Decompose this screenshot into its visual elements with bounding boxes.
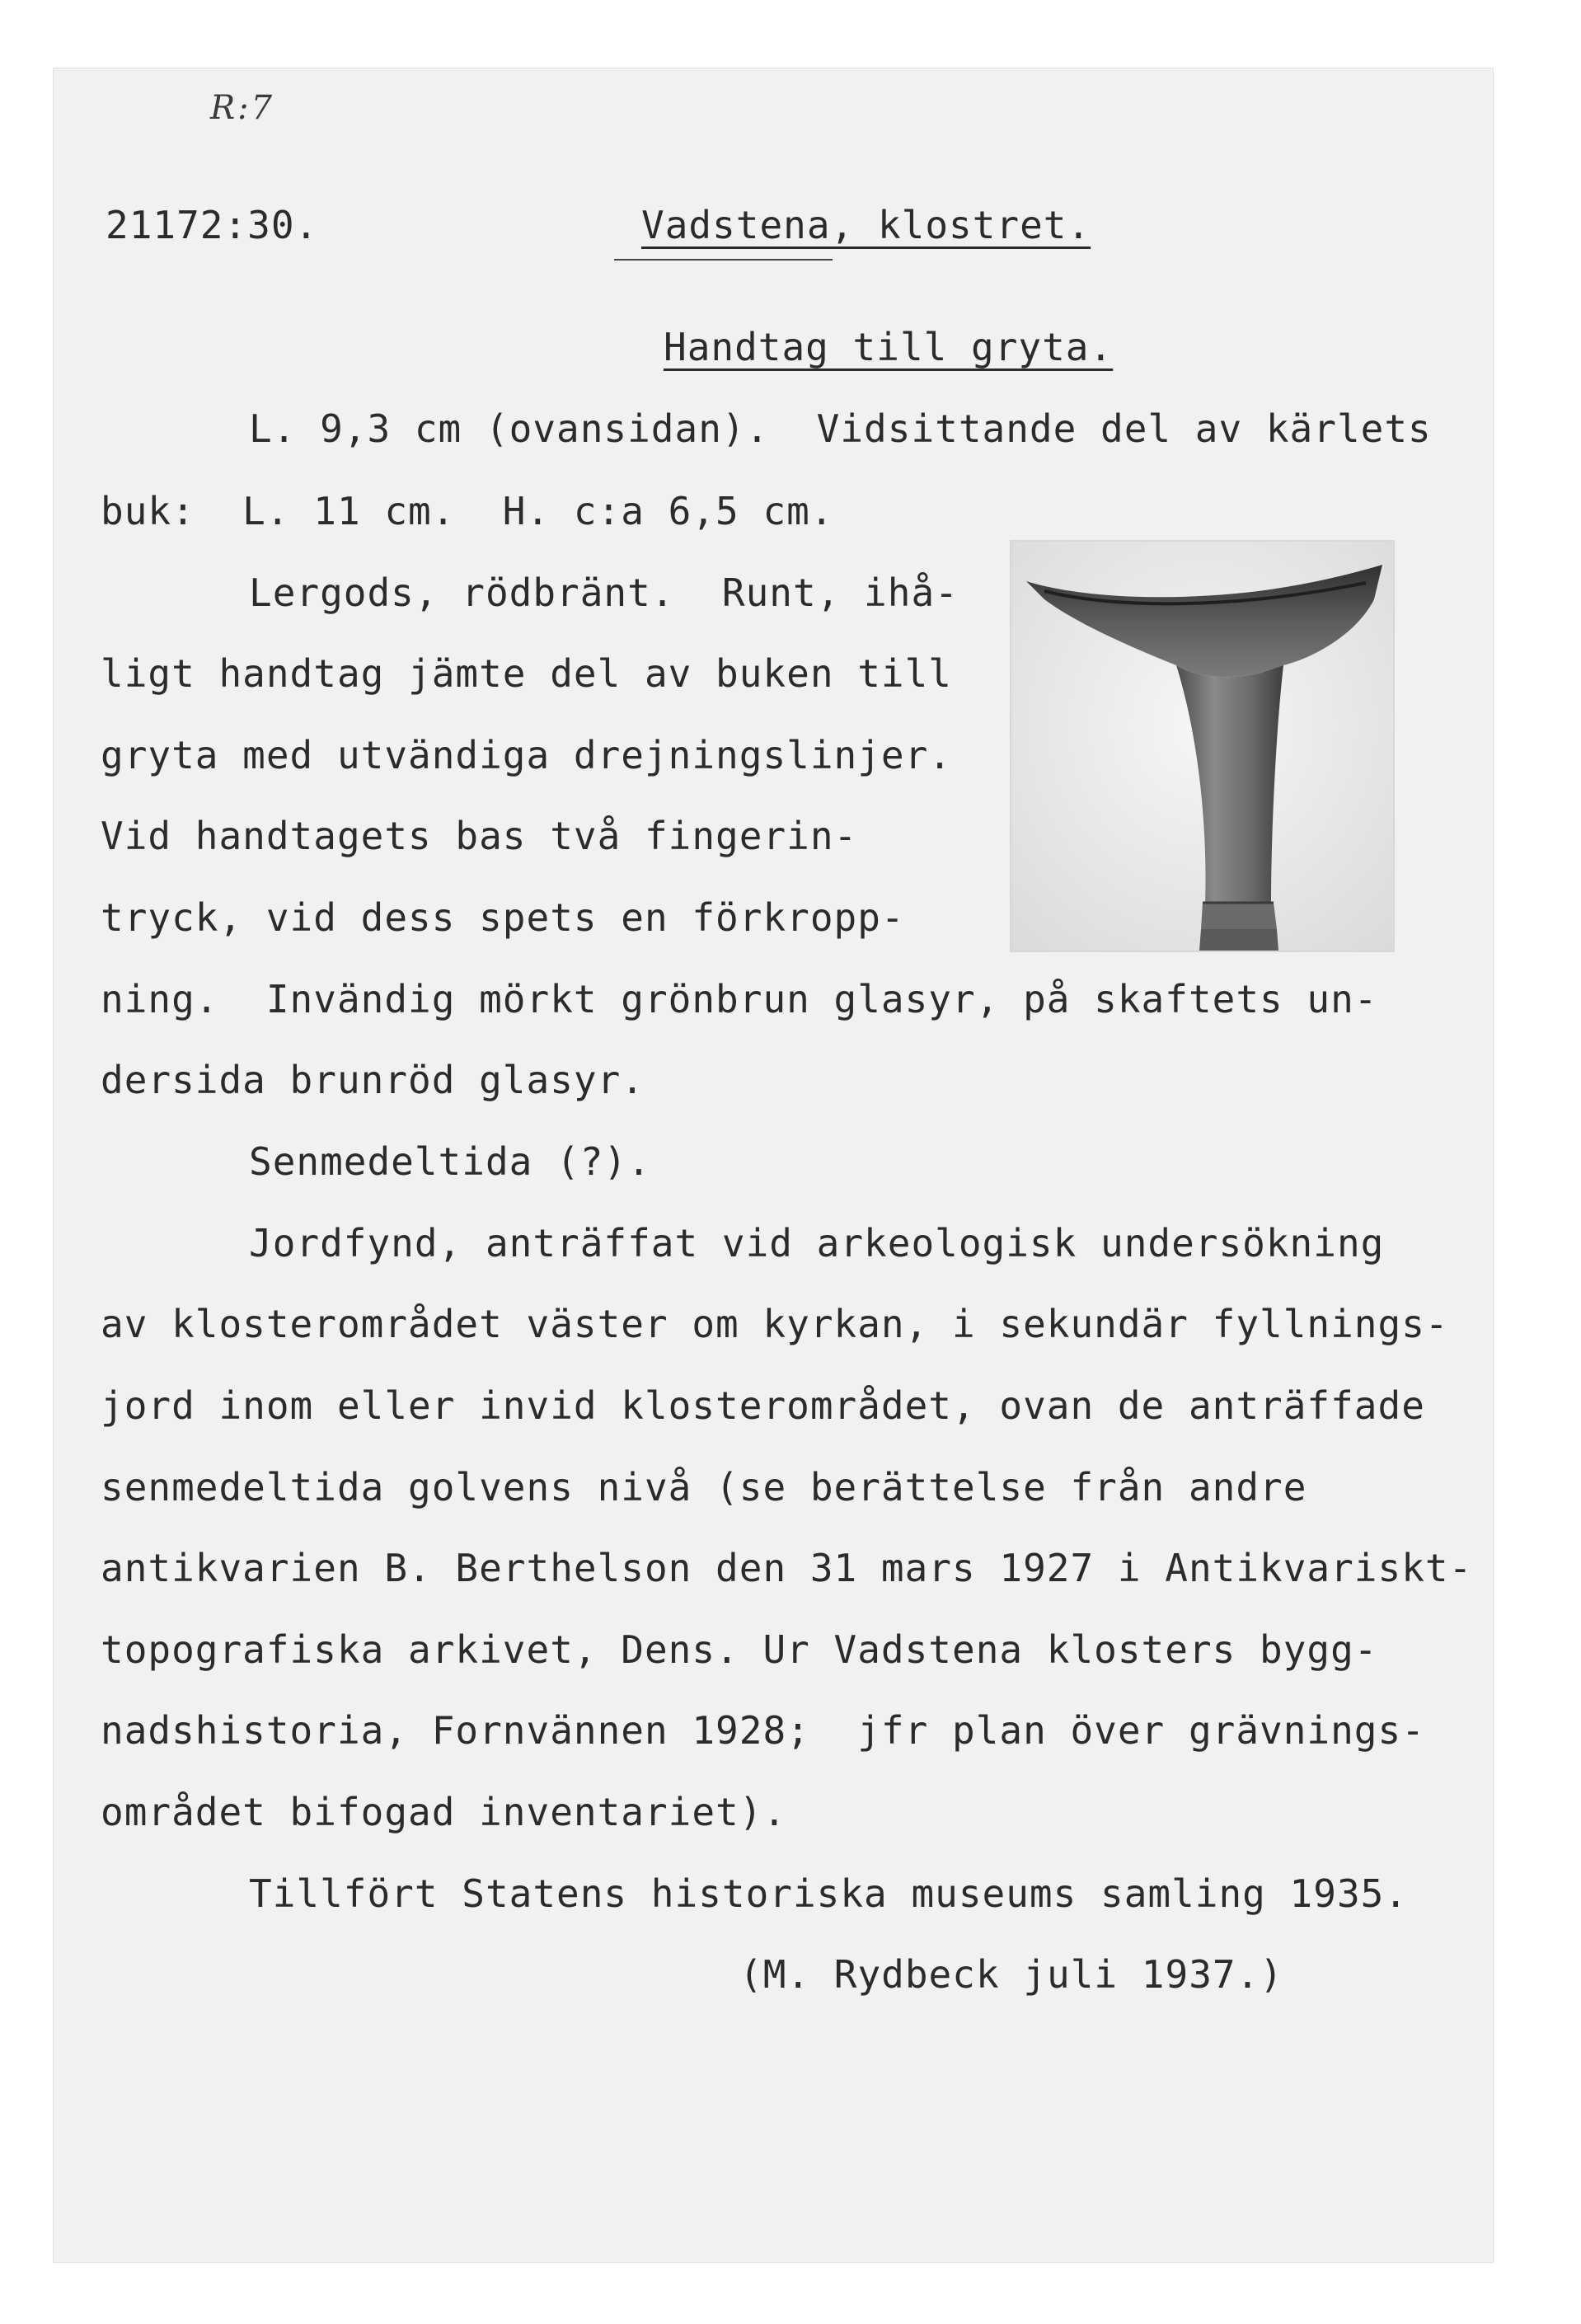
text-line-17: nadshistoria, Fornvännen 1928; jfr plan över grävnings- bbox=[101, 1708, 1425, 1753]
text-line-15: antikvarien B. Berthelson den 31 mars 1927 i Antikvariskt- bbox=[101, 1546, 1473, 1590]
text-line-4: ligt handtag jämte del av buken till bbox=[101, 651, 952, 696]
text-line-6: Vid handtagets bas två fingerin- bbox=[101, 814, 858, 858]
text-line-2: buk: L. 11 cm. H. c:a 6,5 cm. bbox=[101, 489, 834, 533]
text-line-3: Lergods, rödbränt. Runt, ihå- bbox=[249, 570, 959, 615]
text-line-18: området bifogad inventariet). bbox=[101, 1790, 787, 1834]
text-line-11: Jordfynd, anträffat vid arkeologisk undersökning bbox=[249, 1221, 1385, 1265]
text-line-1: L. 9,3 cm (ovansidan). Vidsittande del av kärlets bbox=[249, 406, 1432, 451]
text-line-7: tryck, vid dess spets en förkropp- bbox=[101, 895, 905, 940]
object-title: Handtag till gryta. bbox=[664, 325, 1114, 369]
text-line-13: jord inom eller invid klosterområdet, ovan de anträffade bbox=[101, 1383, 1425, 1428]
ceramic-handle-photo bbox=[1010, 540, 1395, 952]
text-line-12: av klosterområdet väster om kyrkan, i sekundär fyllnings- bbox=[101, 1302, 1449, 1346]
inventory-number: 21172:30. bbox=[106, 203, 319, 247]
text-line-8: ning. Invändig mörkt grönbrun glasyr, på skaftets un- bbox=[101, 977, 1378, 1021]
text-line-20: (M. Rydbeck juli 1937.) bbox=[739, 1952, 1283, 1997]
site-heading: Vadstena, klostret. bbox=[641, 203, 1091, 247]
heading-rule bbox=[614, 259, 833, 261]
text-line-19: Tillfört Statens historiska museums samling 1935. bbox=[249, 1871, 1409, 1916]
text-line-16: topografiska arkivet, Dens. Ur Vadstena klosters bygg- bbox=[101, 1627, 1378, 1672]
text-line-9: dersida brunröd glasyr. bbox=[101, 1058, 645, 1102]
text-line-10: Senmedeltida (?). bbox=[249, 1139, 651, 1184]
handwritten-mark: R:7 bbox=[210, 89, 275, 127]
text-line-14: senmedeltida golvens nivå (se berättelse från andre bbox=[101, 1465, 1307, 1509]
text-line-5: gryta med utvändiga drejningslinjer. bbox=[101, 733, 952, 777]
handle-illustration bbox=[1011, 542, 1393, 951]
